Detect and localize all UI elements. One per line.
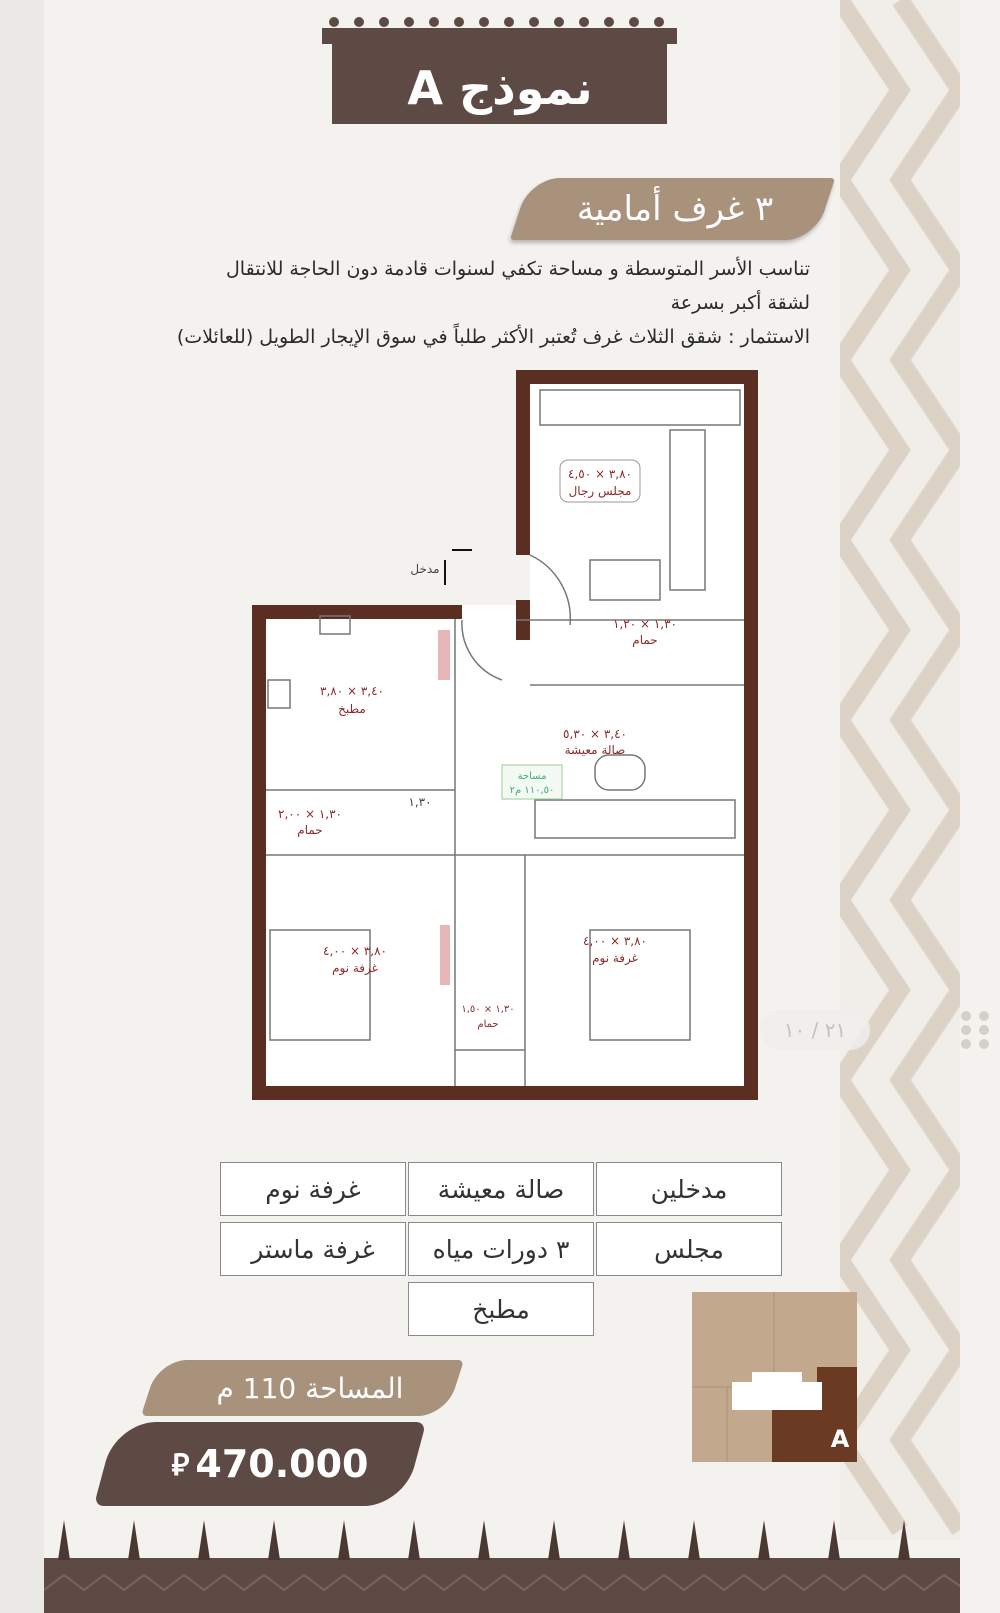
kitchen-dims: ٣,٤٠ × ٣,٨٠ (320, 684, 384, 698)
price-value: 470.000 (195, 1442, 369, 1486)
building-minimap (692, 1292, 857, 1462)
feature-majlis: مجلس (596, 1222, 782, 1276)
drag-handle-icon[interactable] (958, 1008, 992, 1052)
area-text: المساحة 110 م (216, 1371, 404, 1405)
bath1-label: حمام (632, 633, 658, 647)
riyal-currency-icon: ⃁ (171, 1447, 190, 1483)
feature-bathrooms: ٣ دورات مياه (408, 1222, 594, 1276)
bath2-label: حمام (297, 823, 323, 837)
living-dims: ٣,٤٠ × ٥,٣٠ (563, 727, 627, 741)
feature-kitchen: مطبخ (408, 1282, 594, 1336)
feature-bedroom: غرفة نوم (220, 1162, 406, 1216)
feature-living-room: صالة معيشة (408, 1162, 594, 1216)
bedroom-right-label: غرفة نوم (592, 951, 638, 965)
model-title: نموذج A (407, 61, 593, 115)
corridor-width: ١,٣٠ (408, 795, 432, 809)
decorative-fence (44, 1520, 960, 1613)
decorative-pattern (840, 0, 960, 1540)
kitchen-label: مطبخ (338, 702, 366, 716)
left-margin (0, 0, 44, 1613)
entrance-label: مدخل (410, 562, 440, 576)
majlis-label: مجلس رجال (568, 484, 632, 498)
description-line: الاستثمار : شقق الثلاث غرف تُعتبر الأكثر طلباً في سوق الإيجار الطويل (للعائلات) (176, 326, 810, 348)
description (110, 252, 810, 354)
area-note-label: مساحة (517, 771, 547, 782)
bath3-label: حمام (477, 1019, 499, 1030)
bedroom-right-dims: ٣,٨٠ × ٤,٠٠ (583, 934, 647, 948)
bedroom-left-dims: ٣,٨٠ × ٤,٠٠ (323, 944, 387, 958)
description-line: لشقة أكبر بسرعة (670, 292, 810, 314)
entrance-arrows-icon (445, 550, 472, 585)
bath1-dims: ١,٣٠ × ١,٢٠ (613, 617, 677, 631)
area-note-value: ١١٠,٥٠ م٢ (509, 785, 555, 796)
feature-two-entrances: مدخلين (596, 1162, 782, 1216)
floor-plan (240, 360, 770, 1110)
feature-master-bedroom: غرفة ماستر (220, 1222, 406, 1276)
minimap-unit-label: A (830, 1425, 850, 1453)
majlis-dims: ٣,٨٠ × ٤,٥٠ (568, 467, 632, 481)
subtitle-text: ٣ غرف أمامية (576, 189, 774, 229)
bath3-dims: ١,٣٠ × ١,٥٠ (461, 1004, 515, 1015)
living-label: صالة معيشة (564, 743, 626, 757)
price (150, 1422, 390, 1506)
description-line: تناسب الأسر المتوسطة و مساحة تكفي لسنوات قادمة دون الحاجة للانتقال (226, 258, 810, 280)
bedroom-left-label: غرفة نوم (332, 961, 378, 975)
page-indicator: ٢١ / ١٠ (760, 1010, 870, 1050)
bath2-dims: ١,٣٠ × ٢,٠٠ (278, 807, 342, 821)
